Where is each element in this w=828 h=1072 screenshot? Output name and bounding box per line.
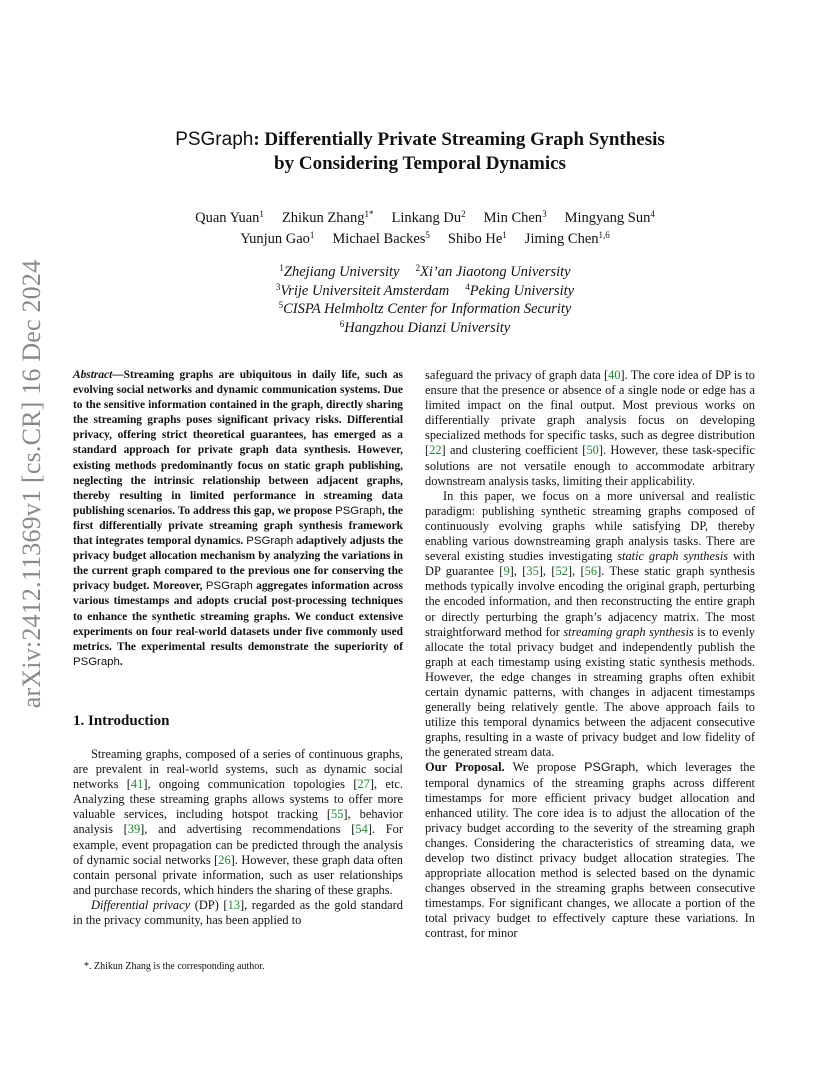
- paragraph: safeguard the privacy of graph data [40]. The core idea of DP is to ensure that the presence or absence of a single node or edge has a limited impact on the final output. Most previous works on differentially private graph analysis focus on developing specialized methods for specific tasks, such as degree distribution [22] and clustering coefficient [50]. However, these task-specific solutions are not versatile enough to accommodate arbitrary downstream analysis tasks, limiting their applicability.: [425, 368, 755, 488]
- abstract-label: Abstract—: [73, 369, 124, 381]
- citation-link[interactable]: 13: [227, 897, 240, 912]
- citation-link[interactable]: 50: [586, 443, 599, 458]
- citation-link[interactable]: 35: [526, 564, 539, 579]
- author-name: Zhikun Zhang$^{1*}$: [281, 209, 374, 226]
- affiliation: $^4$Peking University: [465, 281, 575, 299]
- paragraph: In this paper, we focus on a more universal and realistic paradigm: publishing synthetic streaming graphs composed of continuously evolving graphs while satisfying DP, thereby enabling various downstreaming graph analysis tasks. There are several existing studies investigating static graph synthesis with DP guarantee [9], [35], [52], [56]. These static graph synthesis methods typically involve encoding the original graph, perturbing the encoded information, and then reconstructing the entire graph or directly perturbing the graph’s adjacency matrix. The most straightforward method for streaming graph synthesis is to evenly allocate the total privacy budget and independently publish the graph at each timestamp using existing static synthesis methods. However, the edge changes in streaming graphs often exhibit certain dynamic patterns, with changes in adjacent timestamps generally being relatively gentle. The above approach fails to utilize this temporal dynamics between the adjacent consecutive graphs, resulting in a waste of privacy budget and low fidelity of the generated stream data.: [425, 488, 756, 760]
- author-list: [100, 208, 750, 250]
- author-name: Shibo He$^1$: [447, 230, 507, 247]
- paper-title: [100, 128, 740, 176]
- right-column-text: [425, 368, 755, 942]
- title-line2: by Considering Temporal Dynamics: [274, 153, 566, 174]
- author-name: Yunjun Gao$^1$: [240, 230, 315, 247]
- author-name: Quan Yuan$^1$: [195, 209, 264, 226]
- arxiv-side-label: arXiv:2412.11369v1 [cs.CR] 16 Dec 2024: [17, 259, 46, 709]
- affiliation: $^1$Zhejiang University: [279, 263, 400, 280]
- author-name: Mingyang Sun$^4$: [564, 209, 655, 226]
- paragraph: Our Proposal. We propose PSGraph, which leverages the temporal dynamics of the streaming graphs across different timestamps for more efficient privacy budget allocation and enhanced utility. The core idea is to adjust the allocation of the privacy budget according to the severity of the streaming graph changes. Considering the characteristics of streaming data, we develop two distinct privacy budget allocation strategies. The appropriate allocation method is selected based on the dynamic changes observed in the streaming graphs between consecutive timestamps. For significant changes, we allocate a portion of the total privacy budget to effectively capture these variations. In contrast, for minor: [425, 760, 756, 941]
- system-name: PSGraph: [175, 129, 254, 150]
- abstract: Abstract—Streaming graphs are ubiquitous in daily life, such as evolving social networks and dynamic communication systems. Due to the sensitive information contained in the graph, directly sharing the streaming graphs poses significant privacy risks. Differential privacy, offering strict theoretical guarantees, has emerged as a standard approach for private graph data synthesis. However, existing methods predominantly focus on static graph publishing, neglecting the intrinsic relationship between adjacent graphs, thereby resulting in limited performance in streaming data publishing scenarios. To address this gap, we propose PSGraph, the first differentially private streaming graph synthesis framework that integrates temporal dynamics. PSGraph adaptively adjusts the privacy budget allocation mechanism by analyzing the variations in the current graph compared to the previous one for conserving the privacy budget. Moreover, PSGraph aggregates information across various timestamps and adopts crucial post-processing techniques to enhance the synthetic streaming graphs. We conduct extensive experiments on four real-world datasets under five commonly used metrics. The experimental results demonstrate the superiority of PSGraph.: [73, 369, 403, 668]
- author-name: Jiming Chen$^{1,6}$: [524, 230, 610, 247]
- section-heading: 1. Introduction: [73, 713, 170, 729]
- citation-link[interactable]: 39: [127, 822, 141, 837]
- affiliation: $^6$Hangzhou Dianzi University: [339, 318, 511, 336]
- citation-link[interactable]: 41: [130, 777, 144, 792]
- citation-link[interactable]: 22: [429, 443, 442, 458]
- affiliations: [100, 263, 750, 337]
- citation-link[interactable]: 40: [608, 368, 621, 382]
- citation-link[interactable]: 56: [584, 564, 598, 579]
- author-name: Michael Backes$^5$: [332, 230, 430, 247]
- author-name: Min Chen$^3$: [483, 209, 547, 226]
- paragraph: Differential privacy (DP) [13], regarded as the gold standard in the privacy community, has been applied to: [73, 897, 404, 928]
- footnote: *. Zhikun Zhang is the corresponding author.: [84, 961, 265, 972]
- affiliation: $^2$Xi’an Jiaotong University: [415, 263, 571, 280]
- affiliation: $^5$CISPA Helmholtz Center for Information Security: [278, 300, 572, 317]
- citation-link[interactable]: 26: [218, 852, 231, 867]
- citation-link[interactable]: 27: [357, 777, 370, 792]
- title-line1: : Differentially Private Streaming Graph Synthesis: [253, 129, 665, 150]
- author-name: Linkang Du$^2$: [391, 209, 466, 226]
- citation-link[interactable]: 55: [331, 807, 344, 822]
- citation-link[interactable]: 52: [555, 564, 568, 579]
- citation-link[interactable]: 9: [503, 564, 510, 579]
- paragraph: Streaming graphs, composed of a series of continuous graphs, are prevalent in real-world systems, such as dynamic social networks [41], ongoing communication topologies [27], etc. Analyzing these streaming graphs allows systems to offer more valuable services, including hotspot tracking [55], behavior analysis [39], and advertising recommendations [54]. For example, event propagation can be predicted through the analysis of dynamic social networks [26]. However, these graph data often contain personal private information, such as user relationships and purchase records, which hinders the sharing of these graphs.: [73, 747, 404, 897]
- citation-link[interactable]: 54: [355, 822, 368, 837]
- intro-text: [73, 747, 403, 928]
- affiliation: $^3$Vrije Universiteit Amsterdam: [275, 281, 450, 299]
